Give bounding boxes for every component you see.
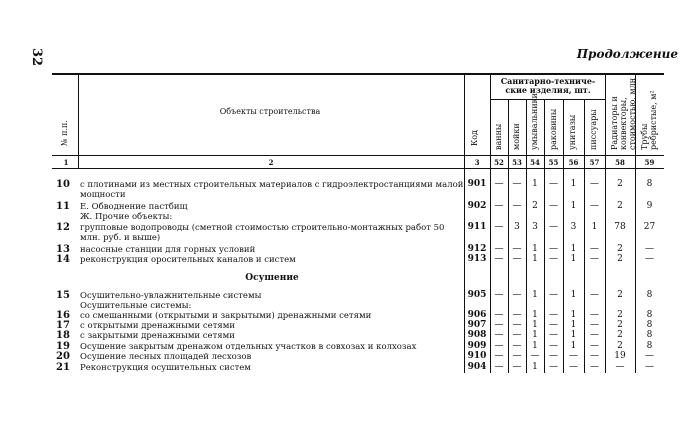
- group-heading: Ж. Прочие объекты:: [80, 212, 173, 222]
- row-value: 2: [617, 254, 623, 264]
- row-value: 1: [570, 179, 577, 189]
- row-value: 1: [570, 244, 577, 254]
- row-value: 1: [532, 290, 538, 300]
- row-value: —: [549, 222, 558, 232]
- row-value: —: [590, 201, 599, 211]
- row-value: —: [549, 254, 558, 264]
- row-value: —: [549, 179, 558, 189]
- row-value: —: [590, 351, 599, 361]
- row-value: 2: [617, 201, 623, 211]
- row-code: 912: [467, 244, 487, 254]
- row-value: —: [512, 179, 522, 189]
- row-code: 905: [467, 290, 487, 300]
- row-code: 906: [467, 310, 487, 320]
- row-code: 908: [467, 330, 487, 340]
- row-value: 1: [570, 341, 577, 351]
- row-number: 21: [56, 362, 70, 373]
- header-sub-5: писсуары: [589, 109, 598, 150]
- row-value: —: [549, 351, 558, 361]
- row-value: 1: [570, 290, 577, 300]
- row-value: —: [512, 244, 522, 254]
- row-value: —: [494, 330, 504, 340]
- col-number: 52: [494, 158, 504, 167]
- row-value: —: [569, 351, 578, 361]
- header-sub-3: раковины: [549, 108, 558, 150]
- row-value: —: [549, 330, 558, 340]
- row-value: —: [494, 290, 504, 300]
- row-value: —: [494, 179, 504, 189]
- row-description: со смешанными (открытыми и закрытыми) дренажными сетями: [80, 311, 372, 321]
- row-value: 8: [646, 330, 653, 340]
- row-number: 16: [56, 310, 70, 321]
- header-radiators: Радиаторы и конвекторы, стоимостью, млн: [610, 77, 637, 150]
- header-bottom-rule: [52, 155, 664, 156]
- row-value: 27: [643, 222, 656, 232]
- row-value: —: [494, 320, 504, 330]
- row-value: —: [494, 351, 504, 361]
- row-value: 78: [614, 222, 626, 232]
- row-value: —: [512, 330, 522, 340]
- row-code: 901: [467, 179, 487, 189]
- row-value: 19: [614, 351, 626, 361]
- col-number: 58: [615, 158, 625, 167]
- row-description: Е. Обводнение пастбищ: [80, 202, 188, 212]
- continuation-label: Продолжение: [576, 47, 678, 61]
- row-value: —: [512, 201, 522, 211]
- row-value: 8: [646, 341, 653, 351]
- row-value: 1: [570, 310, 577, 320]
- row-value: 1: [591, 222, 598, 232]
- row-value: —: [494, 362, 504, 372]
- row-description: с открытыми дренажными сетями: [80, 321, 236, 331]
- row-value: —: [512, 351, 522, 361]
- row-value: —: [494, 341, 504, 351]
- col-number: 2: [268, 158, 274, 167]
- row-value: 2: [617, 310, 623, 320]
- row-description: Осушение закрытым дренажом отдельных участков в совхозах и колхозах: [80, 342, 417, 352]
- row-code: 909: [467, 341, 487, 351]
- row-value: —: [494, 201, 504, 211]
- row-code: 904: [467, 362, 487, 372]
- row-value: —: [549, 244, 558, 254]
- row-number: 11: [56, 201, 70, 212]
- row-value: —: [645, 362, 654, 372]
- col-number: 57: [589, 158, 600, 167]
- row-value: 2: [617, 290, 623, 300]
- row-value: —: [512, 290, 522, 300]
- row-value: —: [530, 351, 540, 361]
- row-value: —: [512, 362, 522, 372]
- col-number: 56: [568, 158, 579, 167]
- row-value: —: [645, 351, 654, 361]
- row-value: —: [590, 341, 599, 351]
- col-number: 59: [644, 158, 655, 167]
- header-sub-0: ванны: [494, 123, 503, 150]
- row-value: —: [569, 362, 578, 372]
- row-value: 1: [570, 201, 577, 211]
- header-code: Код: [470, 130, 479, 146]
- row-value: —: [590, 320, 599, 330]
- row-value: —: [549, 201, 558, 211]
- row-value: —: [494, 254, 504, 264]
- row-number: 12: [56, 222, 70, 233]
- row-value: —: [512, 341, 522, 351]
- row-value: 2: [617, 244, 623, 254]
- header-no: № п.п.: [60, 120, 69, 146]
- row-description: реконструкция оросительных каналов и систем: [80, 255, 296, 265]
- col-line: [78, 73, 79, 168]
- col-number: 53: [512, 158, 522, 167]
- row-value: 1: [570, 320, 577, 330]
- row-value: 1: [570, 254, 577, 264]
- numbers-bottom-rule: [52, 168, 664, 169]
- row-value: 1: [570, 330, 577, 340]
- table-top-rule: [52, 73, 664, 75]
- row-code: 910: [467, 351, 487, 361]
- col-number: 55: [548, 158, 559, 167]
- row-number: 18: [56, 330, 70, 341]
- row-description: с закрытыми дренажными сетями: [80, 331, 235, 341]
- header-objects: Объекты строительства: [219, 107, 321, 116]
- row-value: 1: [532, 330, 538, 340]
- row-description: насосные станции для горных условий: [80, 245, 256, 255]
- col-line: [464, 73, 465, 373]
- row-value: 1: [532, 320, 538, 330]
- row-value: 9: [646, 201, 653, 211]
- row-number: 17: [56, 320, 70, 331]
- row-value: 1: [532, 362, 538, 372]
- row-code: 907: [467, 320, 487, 330]
- row-number: 13: [56, 244, 70, 255]
- row-value: 8: [646, 310, 653, 320]
- row-value: 1: [532, 341, 538, 351]
- row-description: Осушительно-увлажнительные системы: [80, 291, 262, 301]
- header-group: Санитарно-техниче-ские изделия, шт.: [500, 76, 596, 95]
- row-value: —: [494, 222, 504, 232]
- row-value: —: [512, 310, 522, 320]
- row-value: —: [590, 290, 599, 300]
- row-value: 8: [646, 179, 653, 189]
- row-value: —: [549, 341, 558, 351]
- row-value: 8: [646, 290, 653, 300]
- row-number: 20: [56, 351, 70, 362]
- row-value: —: [590, 310, 599, 320]
- row-value: 2: [617, 320, 623, 330]
- row-code: 902: [467, 201, 487, 211]
- row-value: 2: [617, 330, 623, 340]
- row-code: 911: [467, 222, 487, 232]
- row-value: —: [590, 179, 599, 189]
- col-number: 1: [63, 158, 69, 167]
- row-value: 3: [532, 222, 538, 232]
- row-value: 2: [532, 201, 538, 211]
- row-value: 1: [532, 179, 538, 189]
- row-value: 2: [617, 179, 623, 189]
- row-value: —: [549, 362, 558, 372]
- row-value: —: [512, 254, 522, 264]
- row-number: 10: [56, 179, 70, 190]
- row-value: —: [590, 244, 599, 254]
- row-value: —: [645, 254, 654, 264]
- row-value: —: [590, 362, 599, 372]
- row-value: —: [590, 254, 599, 264]
- row-description: Осушение лесных площадей лесхозов: [80, 352, 252, 362]
- row-value: —: [494, 244, 504, 254]
- row-number: 19: [56, 341, 70, 352]
- row-value: 1: [532, 244, 538, 254]
- row-number: 15: [56, 290, 70, 301]
- row-value: —: [615, 362, 625, 372]
- row-value: —: [494, 310, 504, 320]
- col-number: 54: [530, 158, 540, 167]
- section-heading: Осушение: [245, 273, 299, 283]
- row-value: —: [512, 320, 522, 330]
- header-sub-1: мойки: [512, 123, 521, 150]
- row-value: —: [549, 290, 558, 300]
- row-description: с плотинами из местных строительных материалов с гидроэлектростанциями малой мощности: [80, 180, 464, 200]
- row-value: 3: [570, 222, 577, 232]
- row-value: 1: [532, 254, 538, 264]
- row-number: 14: [56, 254, 70, 265]
- row-value: —: [549, 320, 558, 330]
- row-code: 913: [467, 254, 487, 264]
- row-value: —: [645, 244, 654, 254]
- row-value: 2: [617, 341, 623, 351]
- page-number: 32: [29, 48, 44, 67]
- row-description: групповые водопроводы (сметной стоимостью строительно-монтажных работ 50 млн. руб. и выше): [80, 223, 445, 243]
- col-number: 3: [474, 158, 480, 167]
- row-description: Реконструкция осушительных систем: [80, 363, 251, 373]
- row-value: 3: [514, 222, 520, 232]
- row-value: —: [590, 330, 599, 340]
- header-pipes: Трубы ребристые, м²: [640, 90, 658, 150]
- row-value: —: [549, 310, 558, 320]
- group-heading: Осушительные системы:: [80, 301, 192, 311]
- row-value: 1: [532, 310, 538, 320]
- row-value: 8: [646, 320, 653, 330]
- header-sub-4: унитазы: [568, 114, 577, 150]
- header-sub-2: умывальники: [530, 92, 539, 150]
